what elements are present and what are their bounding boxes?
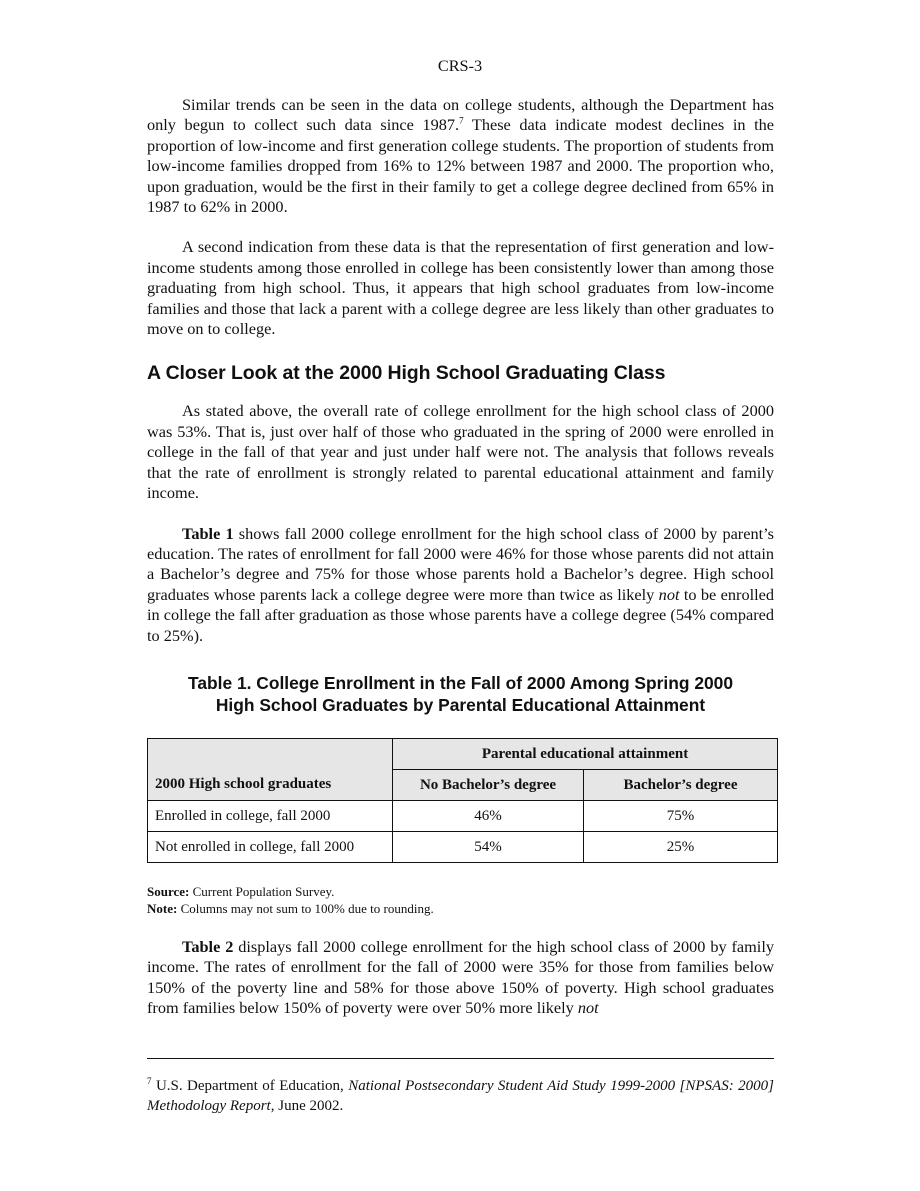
table-cell: 46% [393, 800, 584, 831]
table-row [148, 831, 778, 862]
footnote-title: National Postsecondary Student Aid Study 1999-2000 [NPSAS: 2000] Methodology Report [147, 1078, 774, 1114]
footnote-divider [147, 1058, 774, 1059]
section-heading: A Closer Look at the 2000 High School Graduating Class [147, 362, 666, 385]
table-title-line-2: High School Graduates by Parental Educational Attainment [215, 694, 706, 715]
table-source [147, 883, 774, 900]
footnote-reference[interactable]: 7 [459, 115, 464, 126]
paragraph-college-trends [147, 95, 774, 217]
source-text: Current Population Survey. [189, 883, 335, 899]
table-group-header: Parental educational attainment [393, 738, 778, 769]
paragraph-text: displays fall 2000 college enrollment for the high school class of 2000 by family income. The rates of enrollment for the fall of 2000 were 35% for those from families below 150% of the poverty line and 58% for those above 150% of poverty. High school graduates from families below 150% of poverty were over 50% more likely [147, 936, 774, 1018]
table-column-no-bachelors: No Bachelor’s degree [393, 769, 584, 800]
paragraph-text: to be enrolled in college the fall after graduation as those whose parents have a college degree (54% compared to 25%). [147, 584, 774, 645]
page-number: CRS-3 [437, 56, 483, 75]
enrollment-table [147, 738, 778, 863]
table-row-header-label: 2000 High school graduates [148, 769, 393, 800]
paragraph-second-indication: A second indication from these data is that the representation of first generation and low-income students among those enrolled in college has been consistently lower than among those graduating from high school. Thus, it appears that high school graduates from low-income families and those that lack a parent with a college degree are less likely than other graduates to move on to college. [147, 237, 774, 339]
paragraph-text: shows fall 2000 college enrollment for the high school class of 2000 by parent’s education. The rates of enrollment for fall 2000 were 46% for those whose parents did not attain a Bachelor’s degree and 75% for those whose parents hold a Bachelor’s degree. High school graduates whose parents lack a college degree were more than twice as likely [147, 523, 774, 604]
table-row-label: Enrolled in college, fall 2000 [148, 800, 393, 831]
paragraph-table1-description [147, 524, 774, 646]
footnote-text: U.S. Department of Education, [151, 1078, 349, 1094]
table-corner-cell [148, 738, 393, 769]
table-notes [147, 883, 774, 917]
main-content [147, 95, 774, 1019]
footnote-text: , June 2002. [270, 1098, 344, 1114]
note-text: Columns may not sum to 100% due to rounding. [177, 900, 434, 916]
paragraph-text: Similar trends can be seen in the data on college students, although the Department has only begun to collect such data since 1987. [147, 95, 774, 135]
table-title-line-1: Table 1. College Enrollment in the Fall of 2000 Among Spring 2000 [187, 672, 734, 693]
footnote-number: 7 [147, 1076, 152, 1086]
emphasis-text: not [658, 584, 680, 604]
table-reference: Table 1 [182, 523, 234, 543]
emphasis-text: not [577, 998, 599, 1018]
table-cell: 25% [584, 831, 778, 862]
table-reference: Table 2 [182, 936, 234, 956]
source-label: Source: [147, 883, 190, 899]
table-column-bachelors: Bachelor’s degree [584, 769, 778, 800]
table-cell: 75% [584, 800, 778, 831]
footnote [147, 1076, 774, 1116]
note-label: Note: [147, 900, 178, 916]
table-row-label: Not enrolled in college, fall 2000 [148, 831, 393, 862]
table-title [147, 672, 774, 716]
paragraph-table2-description [147, 937, 774, 1019]
table-cell: 54% [393, 831, 584, 862]
table-row [148, 800, 778, 831]
paragraph-text: These data indicate modest declines in the proportion of low-income and first generation college students. The proportion of students from low-income families dropped from 16% to 12% between 1987 and 2000. The proportion who, upon graduation, would be the first in their family to get a college degree declined from 65% in 1987 to 62% in 2000. [147, 115, 775, 217]
table-note [147, 900, 774, 917]
paragraph-overall-rate: As stated above, the overall rate of college enrollment for the high school class of 2000 was 53%. That is, just over half of those who graduated in the spring of 2000 were enrolled in college in the fall of that year and just under half were not. The analysis that follows reveals that the rate of enrollment is strongly related to parental educational attainment and family income. [147, 401, 774, 503]
